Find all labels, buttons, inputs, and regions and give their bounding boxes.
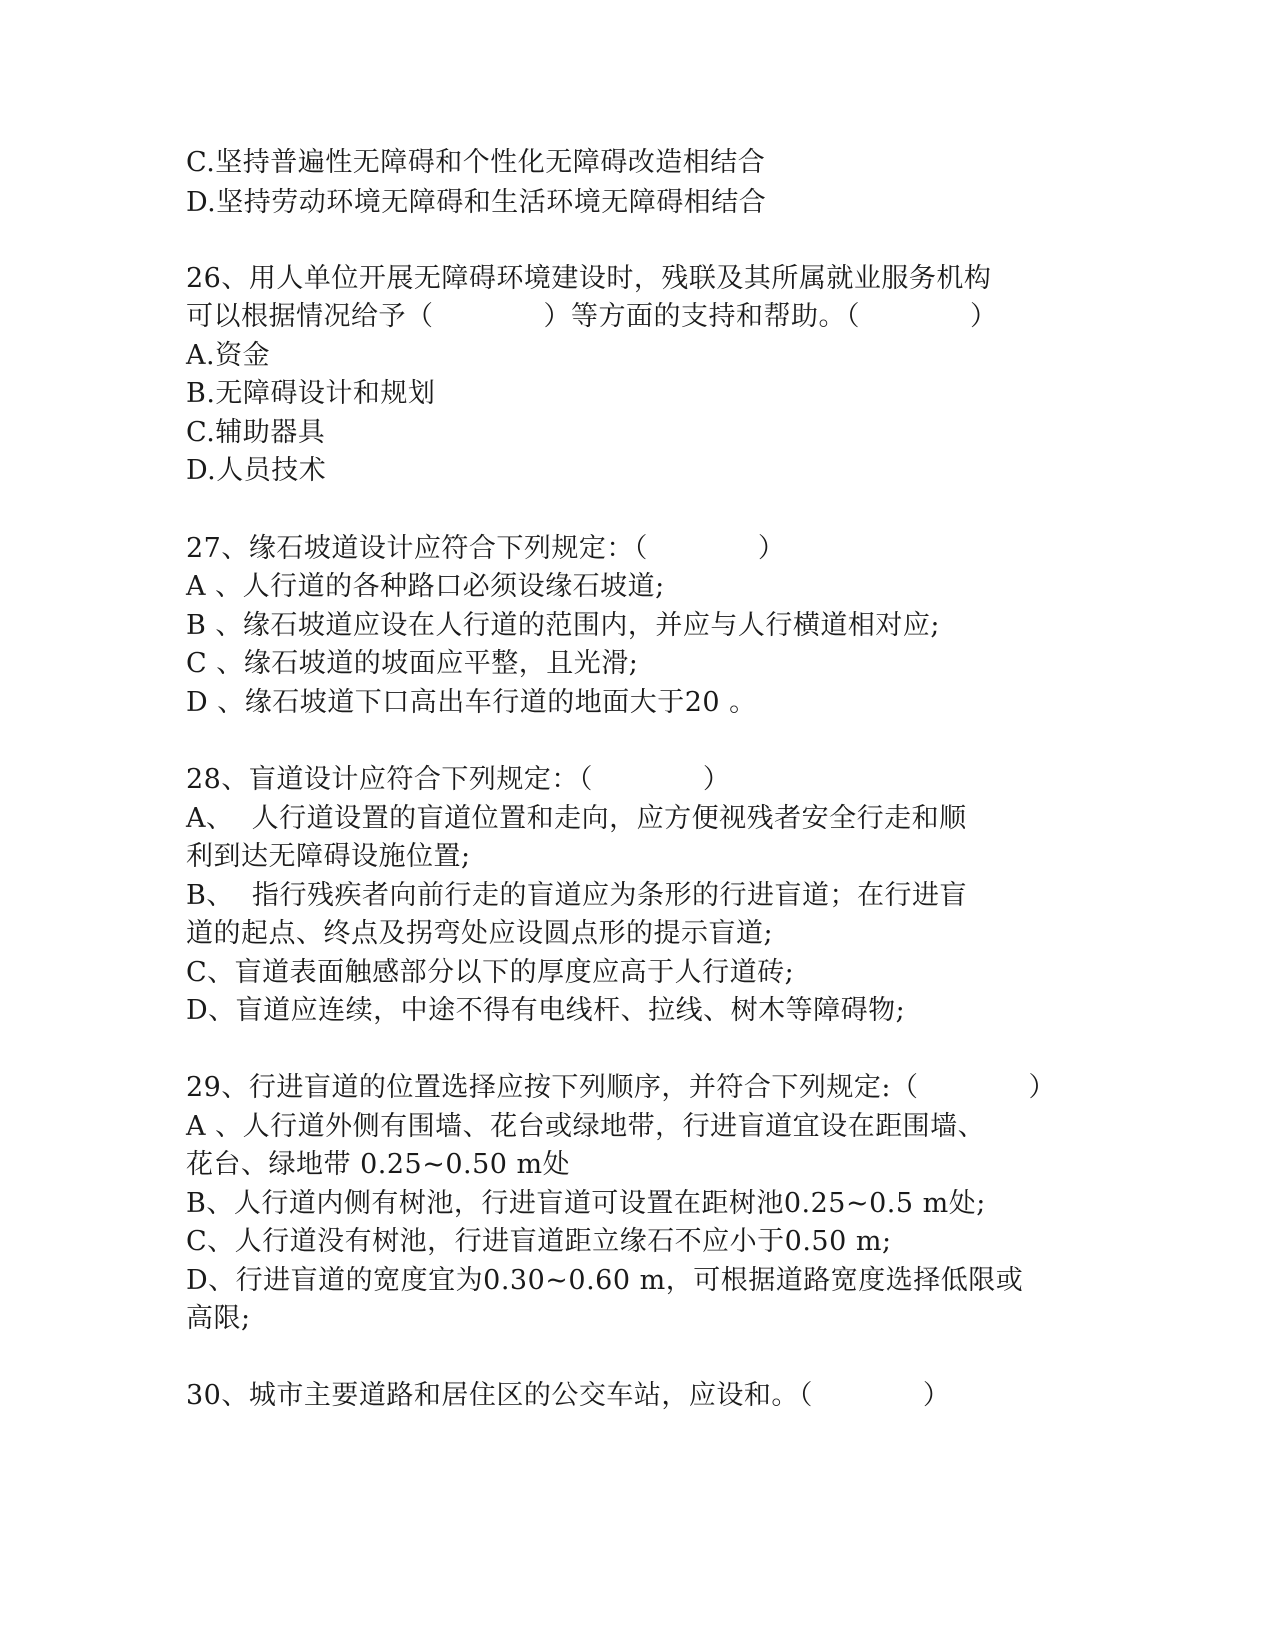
- option-d-q29-line-2: 高限;: [186, 1303, 251, 1334]
- option-c-q26: C.辅助器具: [186, 417, 326, 448]
- option-c-q27: C 、缘石坡道的坡面应平整，且光滑;: [186, 648, 639, 679]
- option-a-q28-line-1: A、 人行道设置的盲道位置和走向，应方便视残者安全行走和顺: [186, 803, 967, 834]
- option-b-q26: B.无障碍设计和规划: [186, 378, 436, 409]
- option-a-q27: A 、人行道的各种路口必须设缘石坡道;: [186, 571, 665, 602]
- option-a-q29-line-2: 花台、绿地带 0.25~0.50 m处: [186, 1149, 571, 1180]
- option-b-q27: B 、缘石坡道应设在人行道的范围内，并应与人行横道相对应;: [186, 610, 941, 641]
- option-d-q27: D 、缘石坡道下口高出车行道的地面大于20 。: [186, 687, 757, 718]
- option-d-q26: D.人员技术: [186, 455, 327, 486]
- option-d-q29-line-1: D、行进盲道的宽度宜为0.30~0.60 m，可根据道路宽度选择低限或: [186, 1265, 1024, 1296]
- option-a-q28-line-2: 利到达无障碍设施位置;: [186, 841, 471, 872]
- option-b-q28-line-1: B、 指行残疾者向前行走的盲道应为条形的行进盲道；在行进盲: [186, 880, 968, 911]
- option-b-q28-line-2: 道的起点、终点及拐弯处应设圆点形的提示盲道;: [186, 918, 774, 949]
- option-b-q29: B、人行道内侧有树池，行进盲道可设置在距树池0.25~0.5 m处;: [186, 1188, 986, 1219]
- question-27: 27、缘石坡道设计应符合下列规定：（ ）: [186, 533, 786, 564]
- question-26-line-2: 可以根据情况给予（ ）等方面的支持和帮助。（ ）: [186, 301, 998, 332]
- question-29: 29、行进盲道的位置选择应按下列顺序，并符合下列规定:（ ）: [186, 1072, 1056, 1103]
- option-d-q28: D、盲道应连续，中途不得有电线杆、拉线、树木等障碍物;: [186, 995, 906, 1026]
- question-26-line-1: 26、用人单位开展无障碍环境建设时，残联及其所属就业服务机构: [186, 263, 992, 294]
- option-c-q29: C、人行道没有树池，行进盲道距立缘石不应小于0.50 m;: [186, 1226, 892, 1257]
- option-c-q28: C、盲道表面触感部分以下的厚度应高于人行道砖;: [186, 957, 795, 988]
- option-d-q25: D.坚持劳动环境无障碍和生活环境无障碍相结合: [186, 187, 767, 218]
- question-30: 30、城市主要道路和居住区的公交车站，应设和。（ ）: [186, 1380, 951, 1411]
- option-a-q26: A.资金: [186, 340, 271, 371]
- question-28: 28、盲道设计应符合下列规定：（ ）: [186, 764, 731, 795]
- option-c-q25: C.坚持普遍性无障碍和个性化无障碍改造相结合: [186, 147, 766, 178]
- option-a-q29-line-1: A 、人行道外侧有围墙、花台或绿地带，行进盲道宜设在距围墙、: [186, 1111, 986, 1142]
